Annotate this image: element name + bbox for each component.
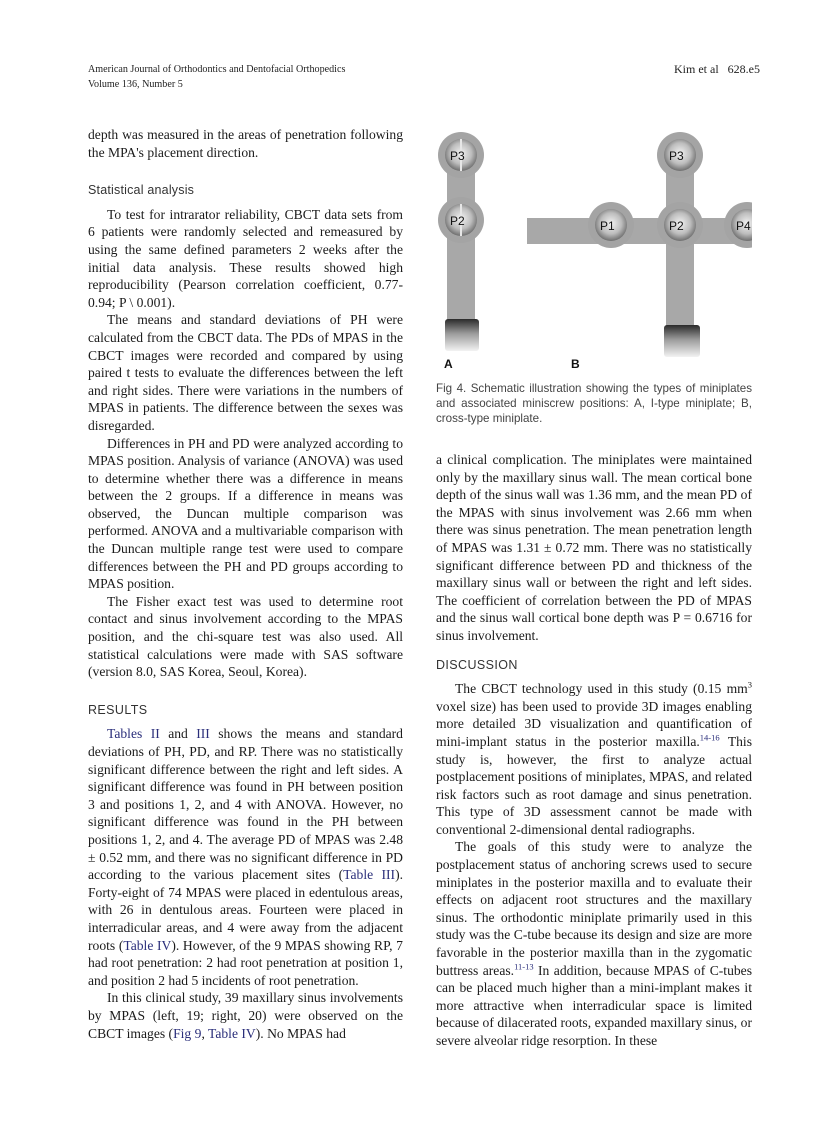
text: This study is, however, the first to analyze actual postplacement positions of miniplates, MPAS, and related risk factors such as root damage and sinus penetration. This type of 3D assessment cannot be made with conventional 2-dimensional dental radiographs. bbox=[436, 733, 752, 837]
text: ). Forty-eight of 74 MPAS were placed in edentulous areas, with 26 in dentulous areas. Fourteen were placed in interradicular areas, and 4 were away from the adjacent roots ( bbox=[88, 867, 403, 953]
text: , bbox=[201, 1025, 208, 1041]
text: and bbox=[159, 726, 197, 742]
superscript: 3 bbox=[747, 679, 752, 690]
paragraph bbox=[88, 725, 403, 989]
svg-text:A: A bbox=[444, 357, 453, 371]
miniplate-illustration bbox=[436, 128, 752, 373]
figure-link[interactable]: Fig 9 bbox=[173, 1025, 202, 1041]
svg-text:P1: P1 bbox=[600, 219, 615, 233]
text: The CBCT technology used in this study (0.15 mm bbox=[455, 681, 748, 697]
table-link[interactable]: III bbox=[196, 726, 210, 742]
paragraph bbox=[436, 838, 752, 1049]
text: In this clinical study, 39 maxillary sinus involvements by MPAS (left, 19; right, 20) were observed on the CBCT images ( bbox=[88, 990, 403, 1041]
paragraph: a clinical complication. The miniplates were maintained only by the maxillary sinus wall. The mean cortical bone depth of the sinus wall was 1.36 mm, and the mean PD of the MPAS with sinus involvement was 2.66 mm when there was sinus penetration. The mean penetration length of MPAS was 1.31 ± 0.72 mm. There was no statistically significant difference between PD and thickness of the maxillary sinus wall or between the right and left sides. The coefficient of correlation between the PD of MPAS and the sinus wall cortical bone depth was P = 0.6716 for sinus involvement. bbox=[436, 452, 752, 643]
left-column bbox=[88, 126, 403, 1042]
i-type-miniplate bbox=[438, 132, 484, 351]
svg-text:P3: P3 bbox=[669, 149, 684, 163]
text: ). No MPAS had bbox=[255, 1025, 346, 1041]
svg-text:P2: P2 bbox=[450, 214, 465, 228]
text: ). However, of the 9 MPAS showing RP, 7 had root penetration: 2 had root penetration at position 1, and position 2 had 5 incidents of root penetration. bbox=[88, 937, 403, 988]
paragraph-continued: depth was measured in the areas of penetration following the MPA's placement direction. bbox=[88, 127, 403, 160]
journal-info bbox=[88, 62, 345, 92]
text: shows the means and standard deviations of PH, PD, and RP. There was no statistically significant difference between the right and left sides. A significant difference was found in PH between position 3 and positions 1, 2, and 4 with ANOVA. However, no significant difference was found in the PH between positions 1, 2, and 4. The average PD of MPAS was 2.48 ± 0.52 mm, and there was no significant difference in PD according to the various placement sites ( bbox=[88, 726, 403, 883]
paragraph: To test for intrarator reliability, CBCT data sets from 6 patients were randomly selected and remeasured by using the same defined parameters 2 weeks after the initial data analysis. These results showed high reproducibility (Pearson correlation coefficient, 0.77-0.94; P \ 0.001). bbox=[88, 206, 403, 310]
section-heading-results: RESULTS bbox=[88, 702, 148, 717]
paragraph bbox=[436, 680, 752, 838]
journal-title: American Journal of Orthodontics and Dentofacial Orthopedics bbox=[88, 63, 346, 75]
table-link[interactable]: Tables II bbox=[107, 726, 160, 742]
journal-volume: Volume 136, Number 5 bbox=[88, 78, 183, 90]
reference-link[interactable]: 14-16 bbox=[699, 732, 720, 743]
reference-link[interactable]: 11-13 bbox=[514, 961, 534, 972]
text: The goals of this study were to analyze the postplacement status of anchoring screws used to secure miniplates in the posterior maxilla and to evaluate their effects on adjacent root structures and the maxillary sinus. The orthodontic miniplate primarily used in this study was the C-tube because its design and size are more favorable in the posterior maxilla than in the zygomatic buttress areas. bbox=[436, 839, 752, 978]
svg-text:P4: P4 bbox=[736, 219, 751, 233]
section-heading-statistical-analysis: Statistical analysis bbox=[88, 183, 195, 198]
figure-4 bbox=[436, 128, 752, 373]
text: In addition, because MPAS of C-tubes can be placed much higher than a mini-implant makes it more attractive when interradicular space is limited because of dilacerated roots, expanded maxillary sinus, or severe alveolar ridge resorption. In these bbox=[436, 962, 752, 1048]
paragraph: The Fisher exact test was used to determine root contact and sinus involvement according to the MPAS position, and the chi-square test was also used. All statistical calculations were made with SAS software (version 8.0, SAS Korea, Seoul, Korea). bbox=[88, 593, 403, 680]
paragraph: The means and standard deviations of PH were calculated from the CBCT data. The PDs of MPAS in the CBCT images were recorded and compared by using paired t tests to evaluate the differences between the left and right sides. There were variations in the numbers of MPAS in patients. The difference between the sexes was disregarded. bbox=[88, 312, 403, 433]
table-link[interactable]: Table IV bbox=[208, 1025, 256, 1041]
page-reference bbox=[674, 62, 760, 77]
section-heading-discussion: DISCUSSION bbox=[436, 657, 518, 672]
svg-text:B: B bbox=[571, 357, 580, 371]
figure-caption: Fig 4. Schematic illustration showing the types of miniplates and associated miniscrew positions: A, I-type miniplate; B, cross-type miniplate. bbox=[436, 382, 752, 425]
paragraph: Differences in PH and PD were analyzed according to MPAS position. Analysis of variance (ANOVA) was used to determine whether there was a difference in means between the 2 groups. If a difference in means was observed, the Duncan multiple comparison was performed. ANOVA and a multivariable comparison with the Duncan multiple range test were used to compare differences between the PH and PD groups according to MPAS position. bbox=[88, 435, 403, 592]
paragraph bbox=[88, 989, 403, 1042]
right-column bbox=[436, 128, 752, 1050]
page-number: 628.e5 bbox=[727, 62, 760, 76]
svg-text:P2: P2 bbox=[669, 219, 684, 233]
table-link[interactable]: Table III bbox=[343, 867, 396, 883]
authors: Kim et al bbox=[674, 62, 719, 76]
table-link[interactable]: Table IV bbox=[123, 937, 172, 953]
cross-type-miniplate bbox=[527, 132, 752, 357]
text: voxel size) has been used to provide 3D images enabling more detailed 3D visualization and quantification of mini-implant status in the posterior maxilla. bbox=[436, 698, 752, 749]
svg-text:P3: P3 bbox=[450, 149, 465, 163]
